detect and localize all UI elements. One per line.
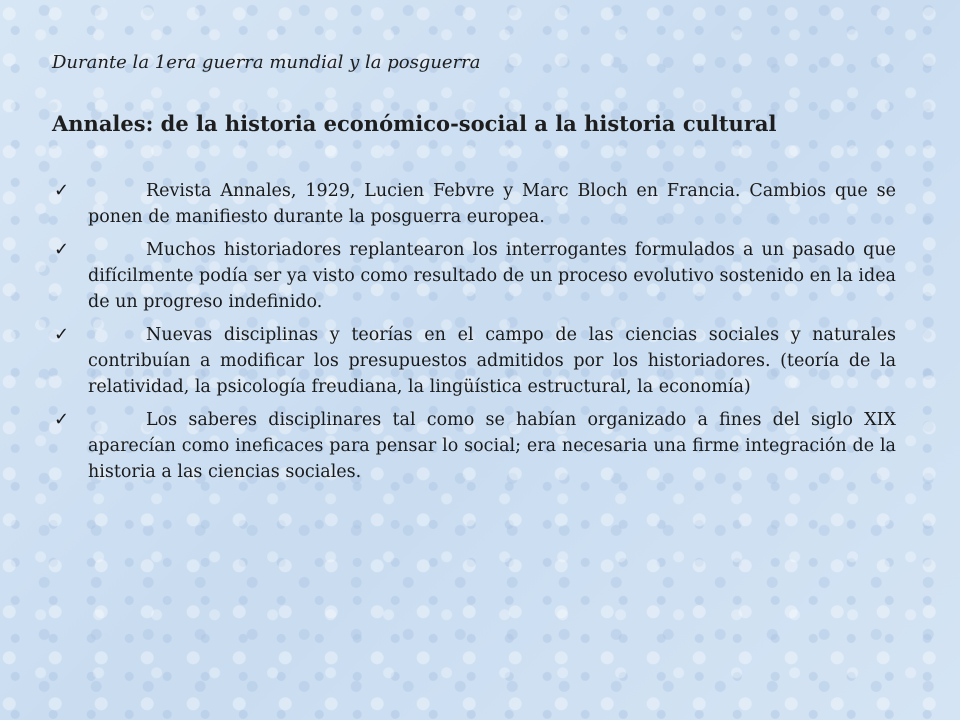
check-icon: ✓ bbox=[54, 409, 70, 430]
list-item bbox=[52, 407, 896, 485]
list-item bbox=[52, 178, 896, 230]
list-item bbox=[52, 237, 896, 315]
bullet-text: Muchos historiadores replantearon los interrogantes formulados a un pasado que difícilmente podía ser ya visto como resultado de un proceso evolutivo sostenido en la idea de un progreso indefinido. bbox=[88, 240, 896, 312]
check-icon: ✓ bbox=[54, 239, 70, 260]
slide-subtitle: Durante la 1era guerra mundial y la posguerra bbox=[52, 52, 481, 73]
slide-title: Annales: de la historia económico-social a la historia cultural bbox=[52, 111, 777, 136]
check-icon: ✓ bbox=[54, 180, 70, 201]
check-icon: ✓ bbox=[54, 324, 70, 345]
bullet-text: Nuevas disciplinas y teorías en el campo de las ciencias sociales y naturales contribuían a modificar los presupuestos admitidos por los historiadores. (teoría de la relatividad, la psicología freudiana, la lingüística estructural, la economía) bbox=[88, 325, 896, 397]
bullet-text: Revista Annales, 1929, Lucien Febvre y Marc Bloch en Francia. Cambios que se ponen de manifiesto durante la posguerra europea. bbox=[88, 181, 896, 227]
bullet-text: Los saberes disciplinares tal como se habían organizado a fines del siglo XIX aparecían como ineficaces para pensar lo social; era necesaria una firme integración de la historia a las ciencias sociales. bbox=[88, 410, 896, 482]
bullet-list bbox=[52, 178, 896, 492]
list-item bbox=[52, 322, 896, 400]
